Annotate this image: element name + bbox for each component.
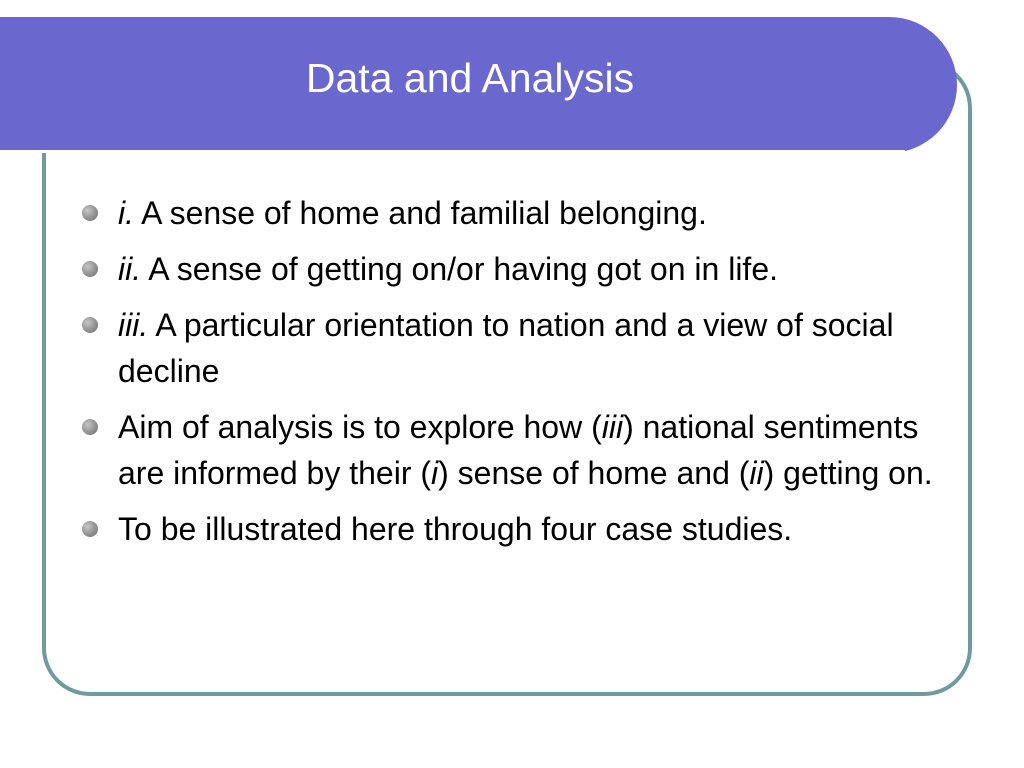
bullet-prefix: ii. bbox=[118, 251, 142, 287]
bullet-item bbox=[78, 190, 958, 236]
bullet-item bbox=[78, 506, 958, 552]
slide-title: Data and Analysis bbox=[305, 55, 635, 101]
bullet-text-part: i bbox=[431, 455, 439, 491]
bullet-icon bbox=[82, 419, 98, 435]
bullet-text: A particular orientation to nation and a view of social decline bbox=[118, 307, 894, 389]
bullet-prefix: iii. bbox=[118, 307, 149, 343]
bullet-icon bbox=[82, 205, 98, 221]
bullet-list bbox=[78, 190, 958, 562]
bullet-item bbox=[78, 246, 958, 292]
bullet-item bbox=[78, 404, 958, 496]
bullet-text-part: ) sense of home and ( bbox=[438, 455, 750, 491]
bullet-text: A sense of getting on/or having got on in life. bbox=[141, 251, 778, 287]
bullet-icon bbox=[82, 521, 98, 537]
bullet-item bbox=[78, 302, 958, 394]
bullet-icon bbox=[82, 261, 98, 277]
bullet-prefix: i. bbox=[118, 195, 134, 231]
bullet-text-part: Aim of analysis is to explore how ( bbox=[118, 409, 602, 445]
bullet-text: To be illustrated here through four case studies. bbox=[118, 511, 793, 547]
bullet-text-part: ) getting on. bbox=[763, 455, 933, 491]
bullet-text: A sense of home and familial belonging. bbox=[134, 195, 707, 231]
bullet-icon bbox=[82, 317, 98, 333]
bullet-text-part: ) national sentiments are informed by their ( bbox=[118, 409, 919, 491]
bullet-text-part: ii bbox=[749, 455, 764, 491]
title-underline bbox=[0, 150, 905, 153]
bullet-text-part: iii bbox=[601, 409, 624, 445]
